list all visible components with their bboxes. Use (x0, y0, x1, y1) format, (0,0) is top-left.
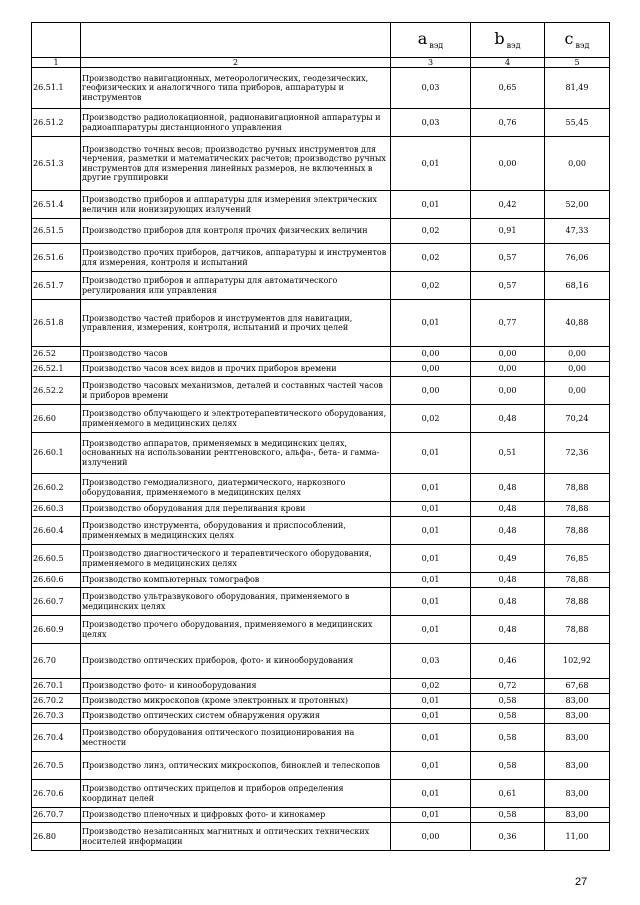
row-value-c: 78,88 (545, 616, 610, 644)
table-row (32, 219, 610, 244)
header-b-cell: b $_{вэд}$ (471, 23, 545, 58)
row-name: Производство гемодиализного, диатермического, наркозного оборудования, применяемого в медицинских целях (81, 474, 391, 502)
row-name: Производство оборудования для переливания крови (81, 502, 391, 517)
row-code: 26.52.1 (32, 362, 81, 377)
row-code: 26.60.4 (32, 517, 81, 545)
row-name: Производство микроскопов (кроме электронных и протонных) (81, 694, 391, 709)
row-value-b: 0,48 (471, 502, 545, 517)
column-number: 3 (391, 58, 471, 68)
table-row (32, 191, 610, 219)
row-value-b: 0,49 (471, 545, 545, 573)
row-code: 26.60.1 (32, 433, 81, 474)
row-name: Производство пленочных и цифровых фото- и кинокамер (81, 808, 391, 823)
row-name: Производство навигационных, метеорологических, геодезических, геофизических и аналогичного типа приборов, аппаратуры и инструментов (81, 68, 391, 109)
row-value-c: 78,88 (545, 502, 610, 517)
row-value-a: 0,01 (391, 780, 471, 808)
row-value-a: 0,01 (391, 545, 471, 573)
row-name: Производство линз, оптических микроскопов, биноклей и телескопов (81, 752, 391, 780)
page-number: 27 (575, 876, 588, 888)
row-value-b: 0,61 (471, 780, 545, 808)
table-row (32, 347, 610, 362)
row-value-a: 0,02 (391, 219, 471, 244)
row-value-c: 83,00 (545, 724, 610, 752)
row-value-c: 67,68 (545, 679, 610, 694)
row-value-a: 0,01 (391, 502, 471, 517)
column-number: 5 (545, 58, 610, 68)
row-value-c: 78,88 (545, 517, 610, 545)
row-name: Производство диагностического и терапевтического оборудования, применяемого в медицинских целях (81, 545, 391, 573)
row-name: Производство радиолокационной, радионавигационной аппаратуры и радиоаппаратуры дистанционного управления (81, 109, 391, 137)
table-row (32, 709, 610, 724)
table-row (32, 588, 610, 616)
header-code-cell (32, 23, 81, 58)
table-row (32, 823, 610, 851)
row-name: Производство оптических приборов, фото- и кинооборудования (81, 644, 391, 679)
row-name: Производство оптических прицелов и приборов определения координат целей (81, 780, 391, 808)
row-value-a: 0,01 (391, 474, 471, 502)
row-code: 26.60.7 (32, 588, 81, 616)
row-code: 26.70.2 (32, 694, 81, 709)
row-code: 26.51.7 (32, 272, 81, 300)
table-row (32, 517, 610, 545)
row-value-b: 0,58 (471, 752, 545, 780)
row-value-b: 0,57 (471, 272, 545, 300)
row-code: 26.51.3 (32, 137, 81, 191)
row-value-b: 0,36 (471, 823, 545, 851)
row-value-b: 0,58 (471, 808, 545, 823)
table-row (32, 68, 610, 109)
row-value-a: 0,02 (391, 679, 471, 694)
row-value-b: 0,48 (471, 405, 545, 433)
table-row (32, 377, 610, 405)
row-value-c: 55,45 (545, 109, 610, 137)
row-value-a: 0,01 (391, 752, 471, 780)
row-value-a: 0,03 (391, 109, 471, 137)
row-value-b: 0,57 (471, 244, 545, 272)
row-value-a: 0,01 (391, 573, 471, 588)
column-number-row (32, 58, 610, 68)
row-name: Производство фото- и кинооборудования (81, 679, 391, 694)
row-code: 26.52 (32, 347, 81, 362)
row-value-b: 0,58 (471, 709, 545, 724)
row-code: 26.60.3 (32, 502, 81, 517)
row-value-a: 0,01 (391, 433, 471, 474)
table-row (32, 780, 610, 808)
row-value-c: 72,36 (545, 433, 610, 474)
row-value-c: 83,00 (545, 752, 610, 780)
row-value-a: 0,02 (391, 272, 471, 300)
row-name: Производство приборов и аппаратуры для измерения электрических величин или ионизирующих излучений (81, 191, 391, 219)
row-name: Производство частей приборов и инструментов для навигации, управления, измерения, контроля, испытаний и прочих целей (81, 300, 391, 347)
row-value-c: 81,49 (545, 68, 610, 109)
row-value-c: 70,24 (545, 405, 610, 433)
row-code: 26.80 (32, 823, 81, 851)
row-code: 26.70.3 (32, 709, 81, 724)
row-value-a: 0,01 (391, 137, 471, 191)
row-value-c: 0,00 (545, 362, 610, 377)
table-row (32, 502, 610, 517)
row-value-a: 0,01 (391, 808, 471, 823)
row-value-c: 0,00 (545, 377, 610, 405)
row-value-c: 0,00 (545, 347, 610, 362)
table-row (32, 573, 610, 588)
row-value-b: 0,58 (471, 724, 545, 752)
row-value-b: 0,77 (471, 300, 545, 347)
table-row (32, 474, 610, 502)
row-code: 26.60.5 (32, 545, 81, 573)
header-a-cell: a $_{вэд}$ (391, 23, 471, 58)
table-row (32, 724, 610, 752)
row-name: Производство оптических систем обнаружения оружия (81, 709, 391, 724)
row-value-b: 0,00 (471, 362, 545, 377)
column-number: 1 (32, 58, 81, 68)
row-name: Производство точных весов; производство ручных инструментов для черчения, разметки и математических расчетов; производство ручных инструментов для измерения линейных размеров, не включенных в другие группировки (81, 137, 391, 191)
row-value-b: 0,51 (471, 433, 545, 474)
table-row (32, 545, 610, 573)
row-code: 26.51.4 (32, 191, 81, 219)
row-value-a: 0,01 (391, 191, 471, 219)
row-code: 26.51.6 (32, 244, 81, 272)
row-value-c: 76,85 (545, 545, 610, 573)
row-value-b: 0,48 (471, 517, 545, 545)
row-name: Производство аппаратов, применяемых в медицинских целях, основанных на использовании рентгеновского, альфа-, бета- и гамма-излучений (81, 433, 391, 474)
row-code: 26.70.6 (32, 780, 81, 808)
row-name: Производство приборов и аппаратуры для автоматического регулирования или управления (81, 272, 391, 300)
row-name: Производство прочего оборудования, применяемого в медицинских целях (81, 616, 391, 644)
row-value-a: 0,01 (391, 694, 471, 709)
row-code: 26.60.6 (32, 573, 81, 588)
row-value-b: 0,00 (471, 347, 545, 362)
table-row (32, 244, 610, 272)
row-value-b: 0,58 (471, 694, 545, 709)
row-name: Производство инструмента, оборудования и приспособлений, применяемых в медицинских целях (81, 517, 391, 545)
row-value-c: 40,88 (545, 300, 610, 347)
table-row (32, 109, 610, 137)
row-value-b: 0,00 (471, 137, 545, 191)
row-code: 26.70.4 (32, 724, 81, 752)
table-row (32, 362, 610, 377)
row-value-c: 83,00 (545, 780, 610, 808)
row-value-c: 83,00 (545, 709, 610, 724)
row-code: 26.70.1 (32, 679, 81, 694)
row-value-c: 78,88 (545, 588, 610, 616)
row-value-b: 0,48 (471, 474, 545, 502)
row-name: Производство часов всех видов и прочих приборов времени (81, 362, 391, 377)
row-code: 26.51.5 (32, 219, 81, 244)
row-name: Производство прочих приборов, датчиков, аппаратуры и инструментов для измерения, контроля и испытаний (81, 244, 391, 272)
row-value-c: 83,00 (545, 808, 610, 823)
row-code: 26.70.5 (32, 752, 81, 780)
row-value-c: 78,88 (545, 573, 610, 588)
table-row (32, 808, 610, 823)
table-row (32, 694, 610, 709)
table-row (32, 137, 610, 191)
row-code: 26.70 (32, 644, 81, 679)
row-value-c: 68,16 (545, 272, 610, 300)
row-code: 26.51.2 (32, 109, 81, 137)
row-value-b: 0,76 (471, 109, 545, 137)
row-value-a: 0,01 (391, 300, 471, 347)
row-value-a: 0,03 (391, 644, 471, 679)
table-row (32, 300, 610, 347)
row-value-a: 0,02 (391, 244, 471, 272)
table-row (32, 616, 610, 644)
row-name: Производство компьютерных томографов (81, 573, 391, 588)
row-name: Производство приборов для контроля прочих физических величин (81, 219, 391, 244)
header-c-cell: c $_{вэд}$ (545, 23, 610, 58)
row-code: 26.60.9 (32, 616, 81, 644)
row-code: 26.51.1 (32, 68, 81, 109)
row-value-a: 0,01 (391, 616, 471, 644)
data-table (31, 22, 610, 851)
row-value-b: 0,72 (471, 679, 545, 694)
row-value-a: 0,03 (391, 68, 471, 109)
row-value-c: 76,06 (545, 244, 610, 272)
header-row (32, 23, 610, 58)
row-value-a: 0,01 (391, 709, 471, 724)
row-code: 26.51.8 (32, 300, 81, 347)
row-code: 26.70.7 (32, 808, 81, 823)
row-value-c: 47,33 (545, 219, 610, 244)
table-row (32, 644, 610, 679)
row-value-a: 0,01 (391, 517, 471, 545)
row-value-b: 0,48 (471, 616, 545, 644)
row-value-b: 0,65 (471, 68, 545, 109)
row-value-c: 11,00 (545, 823, 610, 851)
header-name-cell (81, 23, 391, 58)
row-value-a: 0,01 (391, 724, 471, 752)
row-value-b: 0,00 (471, 377, 545, 405)
table-row (32, 752, 610, 780)
row-value-b: 0,42 (471, 191, 545, 219)
row-value-b: 0,48 (471, 573, 545, 588)
row-value-c: 78,88 (545, 474, 610, 502)
row-code: 26.60 (32, 405, 81, 433)
row-name: Производство оборудования оптического позиционирования на местности (81, 724, 391, 752)
row-value-c: 102,92 (545, 644, 610, 679)
table-row (32, 679, 610, 694)
row-value-a: 0,00 (391, 377, 471, 405)
table-row (32, 272, 610, 300)
row-name: Производство незаписанных магнитных и оптических технических носителей информации (81, 823, 391, 851)
row-name: Производство ультразвукового оборудования, применяемого в медицинских целях (81, 588, 391, 616)
row-value-a: 0,00 (391, 823, 471, 851)
row-code: 26.52.2 (32, 377, 81, 405)
column-number: 4 (471, 58, 545, 68)
row-value-c: 0,00 (545, 137, 610, 191)
row-value-c: 83,00 (545, 694, 610, 709)
row-value-a: 0,00 (391, 362, 471, 377)
row-value-b: 0,48 (471, 588, 545, 616)
row-value-a: 0,00 (391, 347, 471, 362)
row-value-b: 0,91 (471, 219, 545, 244)
row-value-a: 0,02 (391, 405, 471, 433)
row-name: Производство часов (81, 347, 391, 362)
row-name: Производство часовых механизмов, деталей и составных частей часов и приборов времени (81, 377, 391, 405)
row-code: 26.60.2 (32, 474, 81, 502)
row-name: Производство облучающего и электротерапевтического оборудования, применяемого в медицинских целях (81, 405, 391, 433)
row-value-b: 0,46 (471, 644, 545, 679)
column-number: 2 (81, 58, 391, 68)
table-row (32, 433, 610, 474)
row-value-a: 0,01 (391, 588, 471, 616)
table-row (32, 405, 610, 433)
row-value-c: 52,00 (545, 191, 610, 219)
